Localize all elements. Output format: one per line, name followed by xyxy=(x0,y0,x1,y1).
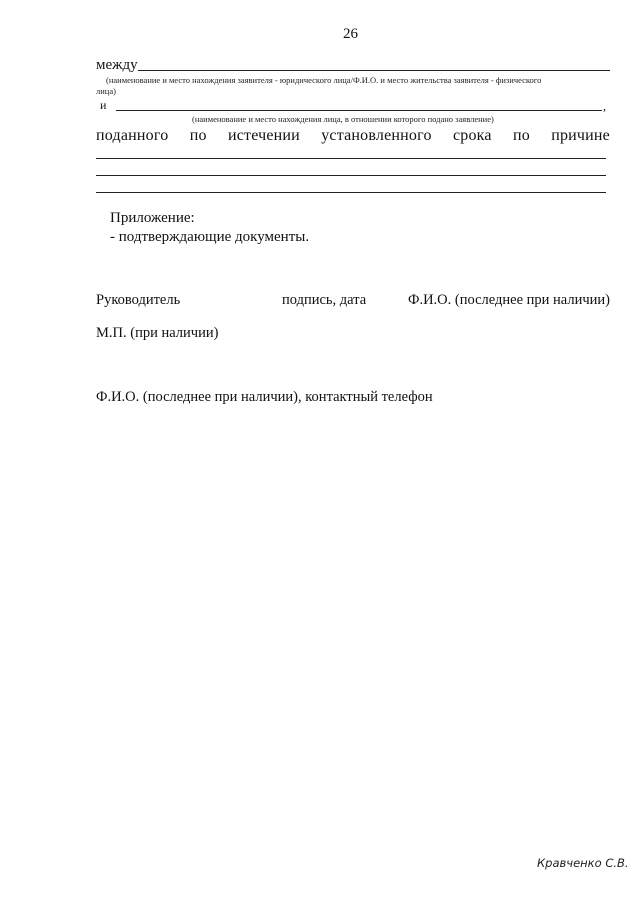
attachment-item: - подтверждающие документы. xyxy=(110,229,310,245)
signatory-role: Руководитель xyxy=(96,292,181,308)
trailing-comma: , xyxy=(603,99,606,113)
reason-word: по xyxy=(189,127,207,144)
handwritten-name: Кравченко С.В. xyxy=(537,856,629,870)
contact-label: Ф.И.О. (последнее при наличии), контактный телефон xyxy=(96,389,433,405)
and-label: и xyxy=(100,98,107,112)
page-number: 26 xyxy=(343,26,358,42)
reason-blank-line-3 xyxy=(96,192,606,193)
reason-word: по xyxy=(512,127,530,144)
attachment-title: Приложение: xyxy=(110,210,195,226)
reason-word: срока xyxy=(452,127,492,144)
between-label: между xyxy=(96,57,138,73)
seal-label: М.П. (при наличии) xyxy=(96,325,219,341)
reason-word: истечении xyxy=(227,127,300,144)
party-blank-line xyxy=(116,110,602,111)
party-caption: (наименование и место нахождения лица, в отношении которого подано заявление) xyxy=(192,114,494,124)
reason-blank-line-2 xyxy=(96,175,606,176)
applicant-caption-line2: лица) xyxy=(96,86,116,96)
signatory-fio-label: Ф.И.О. (последнее при наличии) xyxy=(408,292,611,308)
reason-blank-line-1 xyxy=(96,158,606,159)
applicant-blank-line xyxy=(138,70,610,71)
reason-word: причине xyxy=(551,127,610,144)
reason-word: установленного xyxy=(321,127,432,144)
reason-row xyxy=(96,127,610,145)
signature-date-label: подпись, дата xyxy=(282,292,367,308)
reason-word: поданного xyxy=(96,127,169,144)
applicant-caption-line1: (наименование и место нахождения заявителя - юридического лица/Ф.И.О. и место жительства заявителя - физического xyxy=(106,75,542,85)
